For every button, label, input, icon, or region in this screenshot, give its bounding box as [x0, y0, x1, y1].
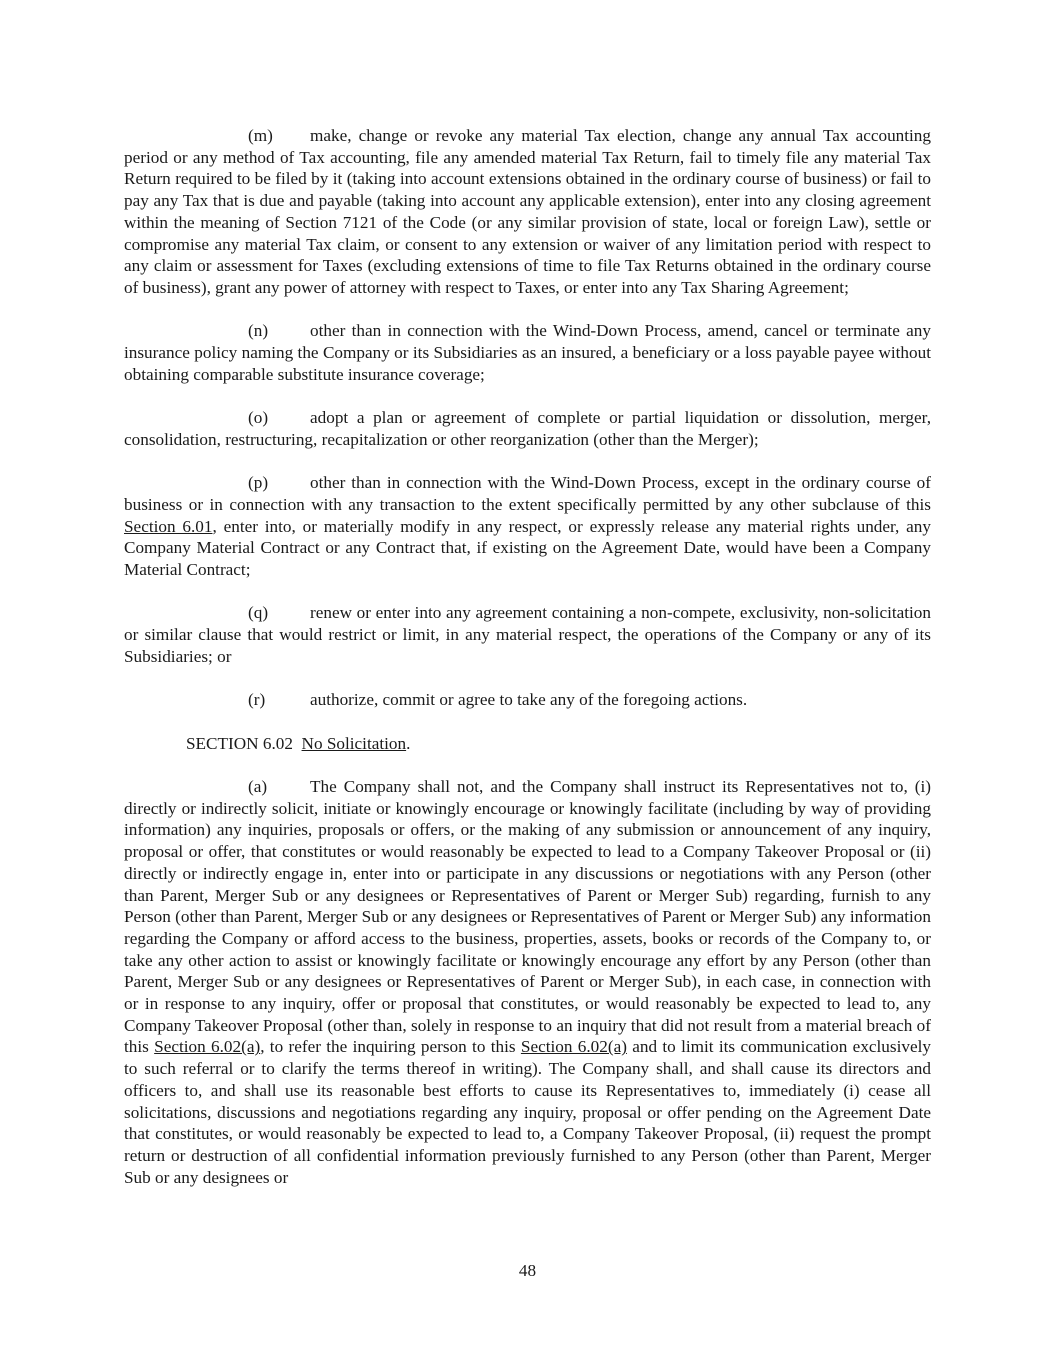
- document-page: [124, 125, 931, 1210]
- clause-text: , to refer the inquiring person to this: [260, 1037, 521, 1057]
- section-reference: Section 6.01: [124, 516, 213, 536]
- clause-n: [124, 320, 931, 385]
- clause-label: (n): [248, 321, 269, 341]
- page-number: 48: [518, 1261, 537, 1280]
- clause-text: make, change or revoke any material Tax election, change any annual Tax accounting period or any method of Tax accounting, file any amended material Tax Return, fail to timely file any material Tax Return required to be filed by it (taking into account extensions obtained in the ordinary course of business) or fail to pay any Tax that is due and payable (taking into account any applicable extension), enter into any closing agreement within the meaning of Section 7121 of the Code (or any similar provision of state, local or foreign Law), settle or compromise any material Tax claim, or consent to any extension or waiver of any limitation period with respect to any claim or assessment for Taxes (excluding extensions of time to file Tax Returns obtained in the ordinary course of business), grant any power of attorney with respect to Taxes, or enter into any Tax Sharing Agreement;: [124, 126, 931, 297]
- clause-label: (m): [248, 126, 273, 145]
- clause-text: and to limit its communication exclusively to such referral or to clarify the terms thereof in writing). The Company shall, and shall cause its directors and officers to, and shall use its reasonable best efforts to cause its Representatives to, immediately (i) cease all solicitations, discussions and negotiations regarding any inquiry, proposal or offer pending on the Agreement Date that constitutes, or would reasonably be expected to lead to, a Company Takeover Proposal, (ii) request the prompt return or destruction of all confidential information previously furnished to any Person (other than Parent, Merger Sub or any designees or: [124, 1037, 931, 1187]
- section-title: No Solicitation: [301, 733, 407, 753]
- clause-text: , enter into, or materially modify in any respect, or expressly release any material rights under, any Company Material Contract or any Contract that, if existing on the Agreement Date, would have been a Company Material Contract;: [124, 516, 931, 580]
- clause-text: authorize, commit or agree to take any of the foregoing actions.: [310, 690, 748, 710]
- section-reference: Section 6.02(a): [154, 1037, 261, 1057]
- section-number: SECTION 6.02: [186, 733, 293, 753]
- clause-label: (q): [248, 603, 269, 623]
- clause-label: (p): [248, 473, 269, 493]
- section-reference: Section 6.02(a): [520, 1037, 627, 1057]
- clause-label: (r): [248, 690, 266, 710]
- clause-text: The Company shall not, and the Company shall instruct its Representatives not to, (i) directly or indirectly solicit, initiate or knowingly encourage or knowingly facilitate (including by way of providing information) any inquiries, proposals or offers, or the making of any submission or announcement of any inquiry, proposal or offer, that constitutes or would reasonably be expected to lead to a Company Takeover Proposal or (ii) directly or indirectly engage in, enter into or participate in any discussions or negotiations with any Person (other than Parent, Merger Sub or any designees or Representatives of Parent or Merger Sub) regarding, furnish to any Person (other than Parent, Merger Sub or any designees or Representatives of Parent or Merger Sub) any information regarding the Company or afford access to the business, properties, assets, books or records of the Company to, or take any other action to assist or knowingly facilitate or knowingly encourage any effort by any Person (other than Parent, Merger Sub or any designees or Representatives of Parent or Merger Sub), in each case, in connection with or in response to any inquiry, offer or proposal that constitutes, or would reasonably be expected to lead to, any Company Takeover Proposal (other than, solely in response to an inquiry that did not result from a material breach of this: [124, 776, 931, 1057]
- clause-o: [124, 407, 931, 450]
- section-title-suffix: .: [406, 733, 411, 753]
- clause-p: [124, 472, 931, 581]
- clause-text: other than in connection with the Wind-Down Process, amend, cancel or terminate any insurance policy naming the Company or its Subsidiaries as an insured, a beneficiary or a loss payable payee without obtaining comparable substitute insurance coverage;: [124, 321, 931, 384]
- clause-text: other than in connection with the Wind-Down Process, except in the ordinary course of business or in connection with any transaction to the extent specifically permitted by any other subclause of this: [124, 473, 931, 514]
- clause-text: renew or enter into any agreement containing a non-compete, exclusivity, non-solicitation or similar clause that would restrict or limit, in any material respect, the operations of the Company or any of its Subsidiaries; or: [124, 603, 931, 666]
- clause-text: adopt a plan or agreement of complete or partial liquidation or dissolution, merger, consolidation, restructuring, recapitalization or other reorganization (other than the Merger);: [124, 408, 931, 449]
- clause-label: (a): [248, 776, 268, 796]
- clause-m: [124, 125, 931, 299]
- clause-q: [124, 602, 931, 667]
- clause-label: (o): [248, 408, 269, 428]
- section-heading: [186, 733, 931, 755]
- clause-a: [124, 776, 931, 1188]
- clause-r: [124, 689, 931, 711]
